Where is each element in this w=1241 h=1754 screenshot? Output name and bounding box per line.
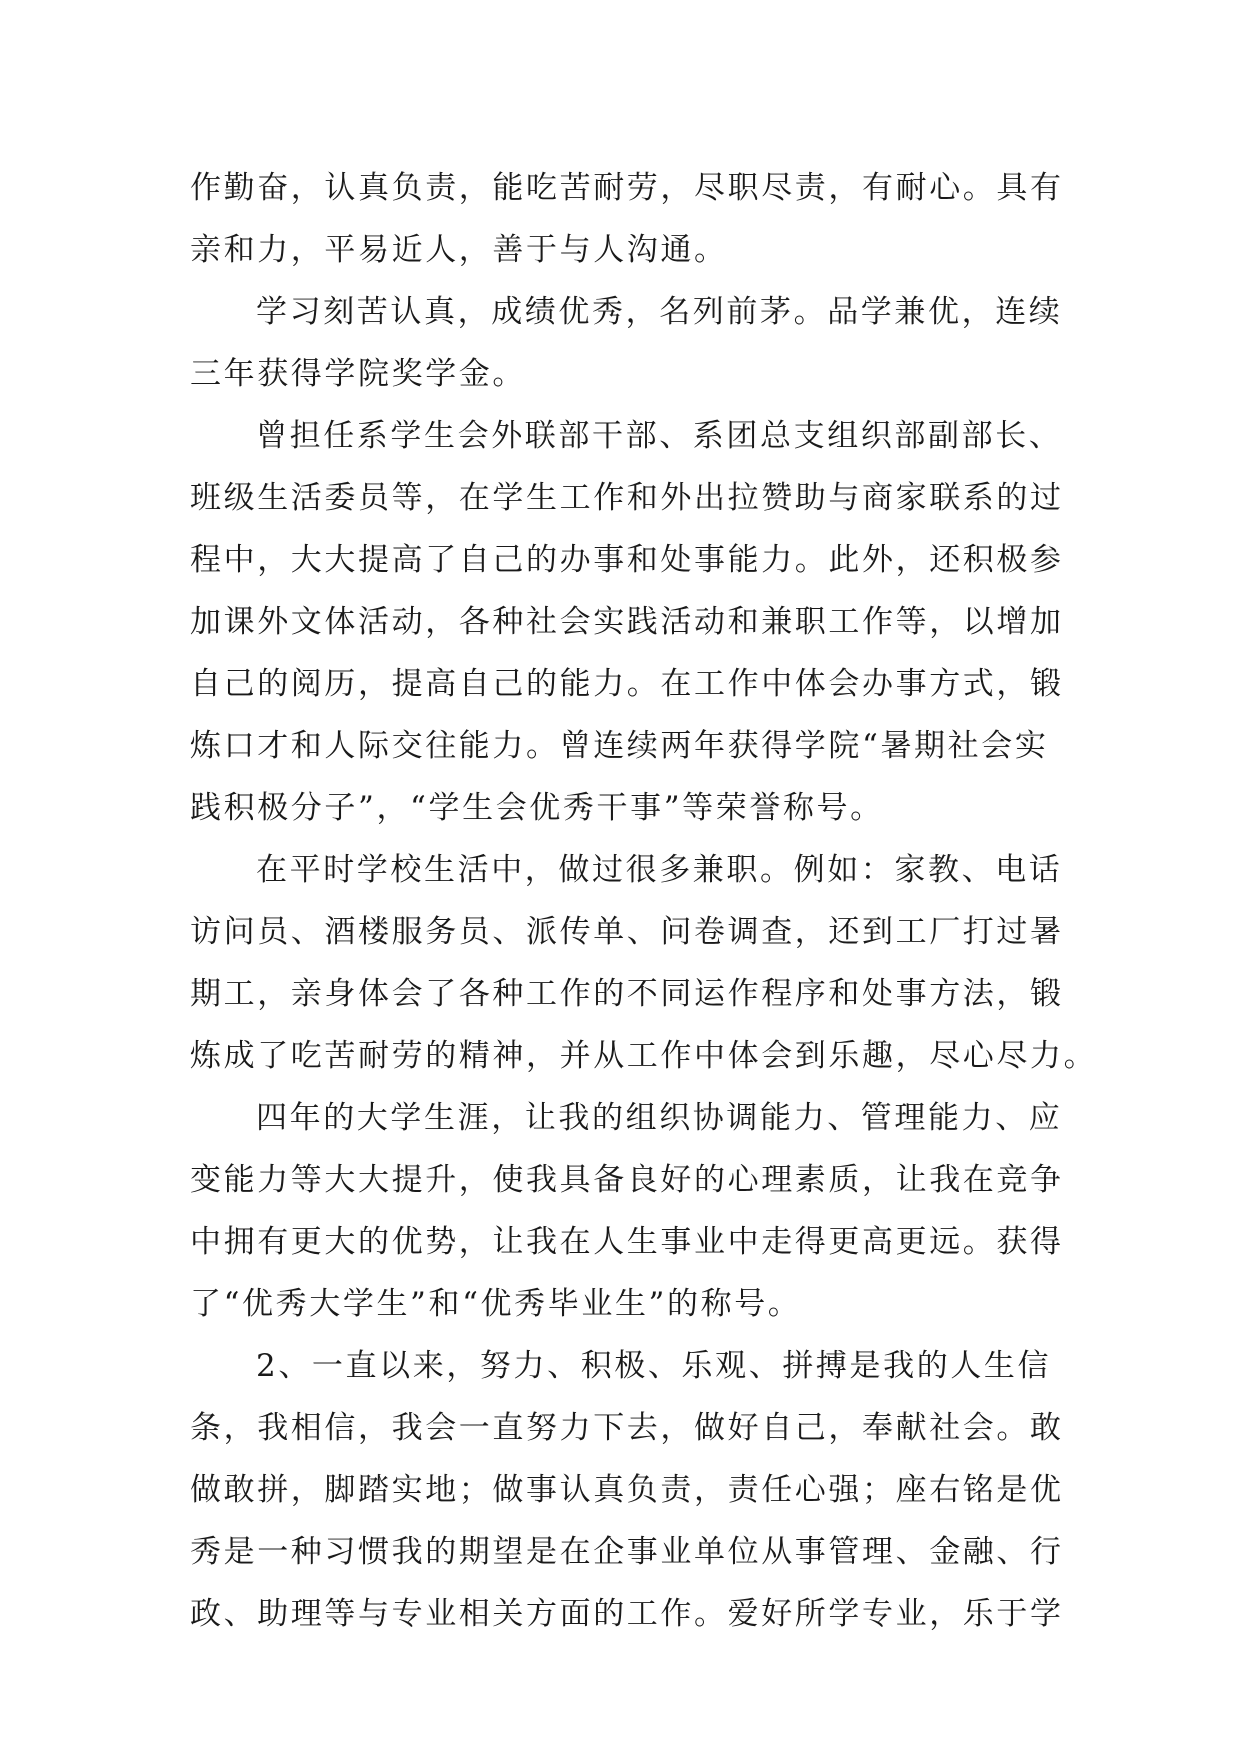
text-line: 班级生活委员等，在学生工作和外出拉赞助与商家联系的过	[190, 480, 1064, 516]
text-line: 政、助理等与专业相关方面的工作。爱好所学专业，乐于学	[190, 1596, 1064, 1632]
text-line: 秀是一种习惯我的期望是在企事业单位从事管理、金融、行	[190, 1534, 1064, 1570]
text-line: 三年获得学院奖学金。	[190, 356, 526, 392]
text-line: 条，我相信，我会一直努力下去，做好自己，奉献社会。敢	[190, 1410, 1064, 1446]
text-line: 了“优秀大学生”和“优秀毕业生”的称号。	[190, 1286, 802, 1322]
text-line: 亲和力，平易近人，善于与人沟通。	[190, 232, 728, 268]
text-line: 在平时学校生活中，做过很多兼职。例如：家教、电话	[256, 852, 1063, 888]
text-line: 自己的阅历，提高自己的能力。在工作中体会办事方式，锻	[190, 666, 1064, 702]
text-line: 加课外文体活动，各种社会实践活动和兼职工作等，以增加	[190, 604, 1064, 640]
text-line: 程中，大大提高了自己的办事和处事能力。此外，还积极参	[190, 542, 1064, 578]
text-line: 做敢拼，脚踏实地；做事认真负责，责任心强；座右铭是优	[190, 1472, 1064, 1508]
text-line: 炼口才和人际交往能力。曾连续两年获得学院“暑期社会实	[190, 728, 1049, 764]
text-line: 学习刻苦认真，成绩优秀，名列前茅。品学兼优，连续	[256, 294, 1063, 330]
text-line: 期工，亲身体会了各种工作的不同运作程序和处事方法，锻	[190, 976, 1064, 1012]
text-line: 炼成了吃苦耐劳的精神，并从工作中体会到乐趣，尽心尽力。	[190, 1038, 1098, 1074]
text-line: 2、一直以来，努力、积极、乐观、拼搏是我的人生信	[256, 1348, 1052, 1384]
document-body	[190, 157, 1098, 1645]
text-line: 中拥有更大的优势，让我在人生事业中走得更高更远。获得	[190, 1224, 1064, 1260]
text-line: 变能力等大大提升，使我具备良好的心理素质，让我在竞争	[190, 1162, 1064, 1198]
text-line: 作勤奋，认真负责，能吃苦耐劳，尽职尽责，有耐心。具有	[190, 170, 1064, 206]
text-line: 曾担任系学生会外联部干部、系团总支组织部副部长、	[256, 418, 1063, 454]
text-line: 访问员、酒楼服务员、派传单、问卷调查，还到工厂打过暑	[190, 914, 1064, 950]
text-line: 四年的大学生涯，让我的组织协调能力、管理能力、应	[256, 1100, 1063, 1136]
text-line: 践积极分子”，“学生会优秀干事”等荣誉称号。	[190, 790, 884, 826]
